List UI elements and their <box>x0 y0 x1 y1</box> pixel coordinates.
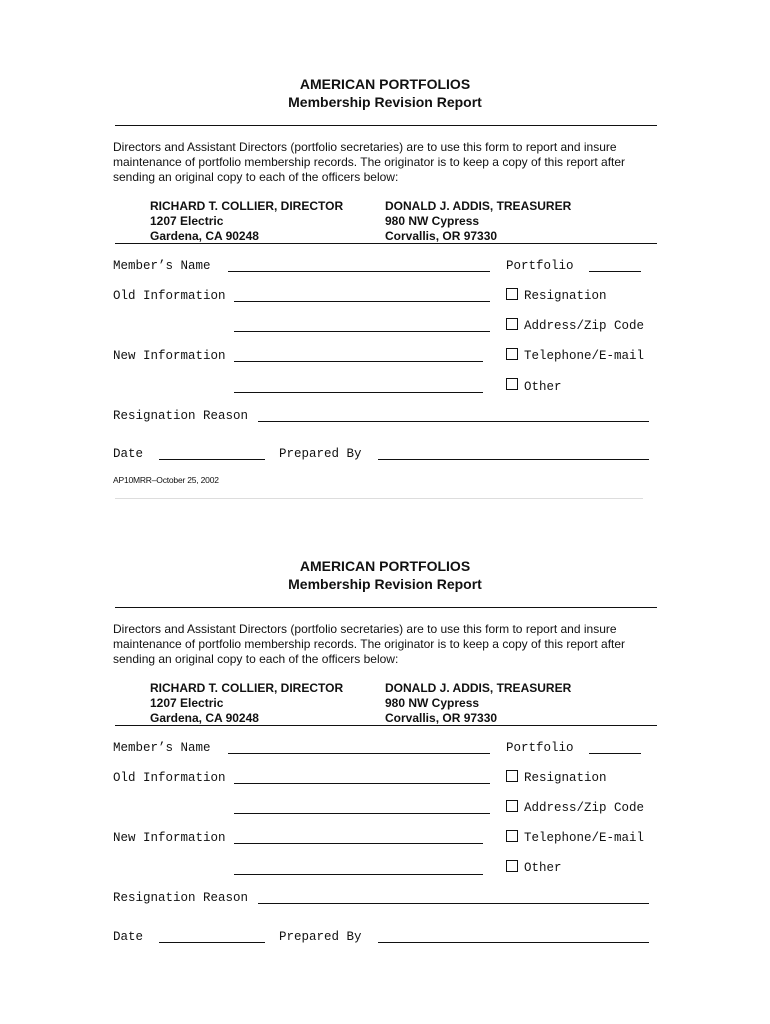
address-zip-checkbox[interactable] <box>506 318 518 330</box>
form-copy-1 <box>0 0 770 485</box>
telephone-email-label: Telephone/E-mail <box>524 831 645 845</box>
treasurer-address <box>385 199 571 244</box>
treasurer-name: DONALD J. ADDIS, TREASURER <box>385 681 572 695</box>
treasurer-address <box>385 681 571 726</box>
address-zip-label: Address/Zip Code <box>524 801 645 815</box>
prepared-by-label: Prepared By <box>279 447 362 461</box>
resignation-reason-field[interactable] <box>258 903 649 904</box>
treasurer-street: 980 NW Cypress <box>385 696 480 710</box>
director-city: Gardena, CA 90248 <box>150 711 259 725</box>
members-name-field[interactable] <box>228 271 490 272</box>
title-rule <box>115 125 657 126</box>
company-title: AMERICAN PORTFOLIOS <box>299 558 471 574</box>
other-checkbox[interactable] <box>506 860 518 872</box>
prepared-by-field[interactable] <box>378 459 649 460</box>
prepared-by-field[interactable] <box>378 942 649 943</box>
director-city: Gardena, CA 90248 <box>150 229 259 243</box>
date-field[interactable] <box>159 459 265 460</box>
portfolio-field[interactable] <box>589 753 641 754</box>
address-rule <box>115 243 657 244</box>
date-label: Date <box>113 447 144 461</box>
form-code: AP10MRR–October 25, 2002 <box>113 475 219 485</box>
telephone-email-label: Telephone/E-mail <box>524 349 645 363</box>
company-title: AMERICAN PORTFOLIOS <box>299 76 471 92</box>
title-rule <box>115 607 657 608</box>
old-information-label: Old Information <box>113 771 226 785</box>
date-field[interactable] <box>159 942 265 943</box>
other-checkbox[interactable] <box>506 378 518 390</box>
address-zip-checkbox[interactable] <box>506 800 518 812</box>
members-name-field[interactable] <box>228 753 490 754</box>
new-information-field-1[interactable] <box>234 843 483 844</box>
director-name: RICHARD T. COLLIER, DIRECTOR <box>150 199 344 213</box>
new-information-field-1[interactable] <box>234 361 483 362</box>
report-title: Membership Revision Report <box>288 94 482 110</box>
portfolio-label: Portfolio <box>506 741 574 755</box>
old-information-field-1[interactable] <box>234 783 490 784</box>
address-rule <box>115 725 657 726</box>
resignation-label: Resignation <box>524 289 607 303</box>
other-label: Other <box>524 380 562 394</box>
intro-text: Directors and Assistant Directors (portfolio secretaries) are to use this form to report and insure maintenance of portfolio membership records. The originator is to keep a copy of this report after sending an original copy to each of the officers below: <box>113 622 626 666</box>
intro-text: Directors and Assistant Directors (portfolio secretaries) are to use this form to report and insure maintenance of portfolio membership records. The originator is to keep a copy of this report after sending an original copy to each of the officers below: <box>113 140 626 184</box>
treasurer-city: Corvallis, OR 97330 <box>385 229 498 243</box>
new-information-field-2[interactable] <box>234 392 483 393</box>
new-information-label: New Information <box>113 831 226 845</box>
new-information-label: New Information <box>113 349 226 363</box>
director-street: 1207 Electric <box>150 696 224 710</box>
director-name: RICHARD T. COLLIER, DIRECTOR <box>150 681 344 695</box>
date-label: Date <box>113 930 144 944</box>
old-information-label: Old Information <box>113 289 226 303</box>
director-address <box>150 681 343 726</box>
members-name-label: Member’s Name <box>113 259 211 273</box>
address-zip-label: Address/Zip Code <box>524 319 645 333</box>
prepared-by-label: Prepared By <box>279 930 362 944</box>
resignation-checkbox[interactable] <box>506 288 518 300</box>
old-information-field-2[interactable] <box>234 331 490 332</box>
portfolio-label: Portfolio <box>506 259 574 273</box>
telephone-email-checkbox[interactable] <box>506 348 518 360</box>
old-information-field-1[interactable] <box>234 301 490 302</box>
treasurer-city: Corvallis, OR 97330 <box>385 711 498 725</box>
director-address <box>150 199 343 244</box>
new-information-field-2[interactable] <box>234 874 483 875</box>
treasurer-name: DONALD J. ADDIS, TREASURER <box>385 199 572 213</box>
old-information-field-2[interactable] <box>234 813 490 814</box>
treasurer-street: 980 NW Cypress <box>385 214 480 228</box>
portfolio-field[interactable] <box>589 271 641 272</box>
resignation-label: Resignation <box>524 771 607 785</box>
resignation-reason-label: Resignation Reason <box>113 409 249 423</box>
resignation-reason-field[interactable] <box>258 421 649 422</box>
director-street: 1207 Electric <box>150 214 224 228</box>
telephone-email-checkbox[interactable] <box>506 830 518 842</box>
resignation-checkbox[interactable] <box>506 770 518 782</box>
report-title: Membership Revision Report <box>288 576 482 592</box>
members-name-label: Member’s Name <box>113 741 211 755</box>
form-copy-2 <box>0 482 770 962</box>
other-label: Other <box>524 861 562 875</box>
resignation-reason-label: Resignation Reason <box>113 891 249 905</box>
